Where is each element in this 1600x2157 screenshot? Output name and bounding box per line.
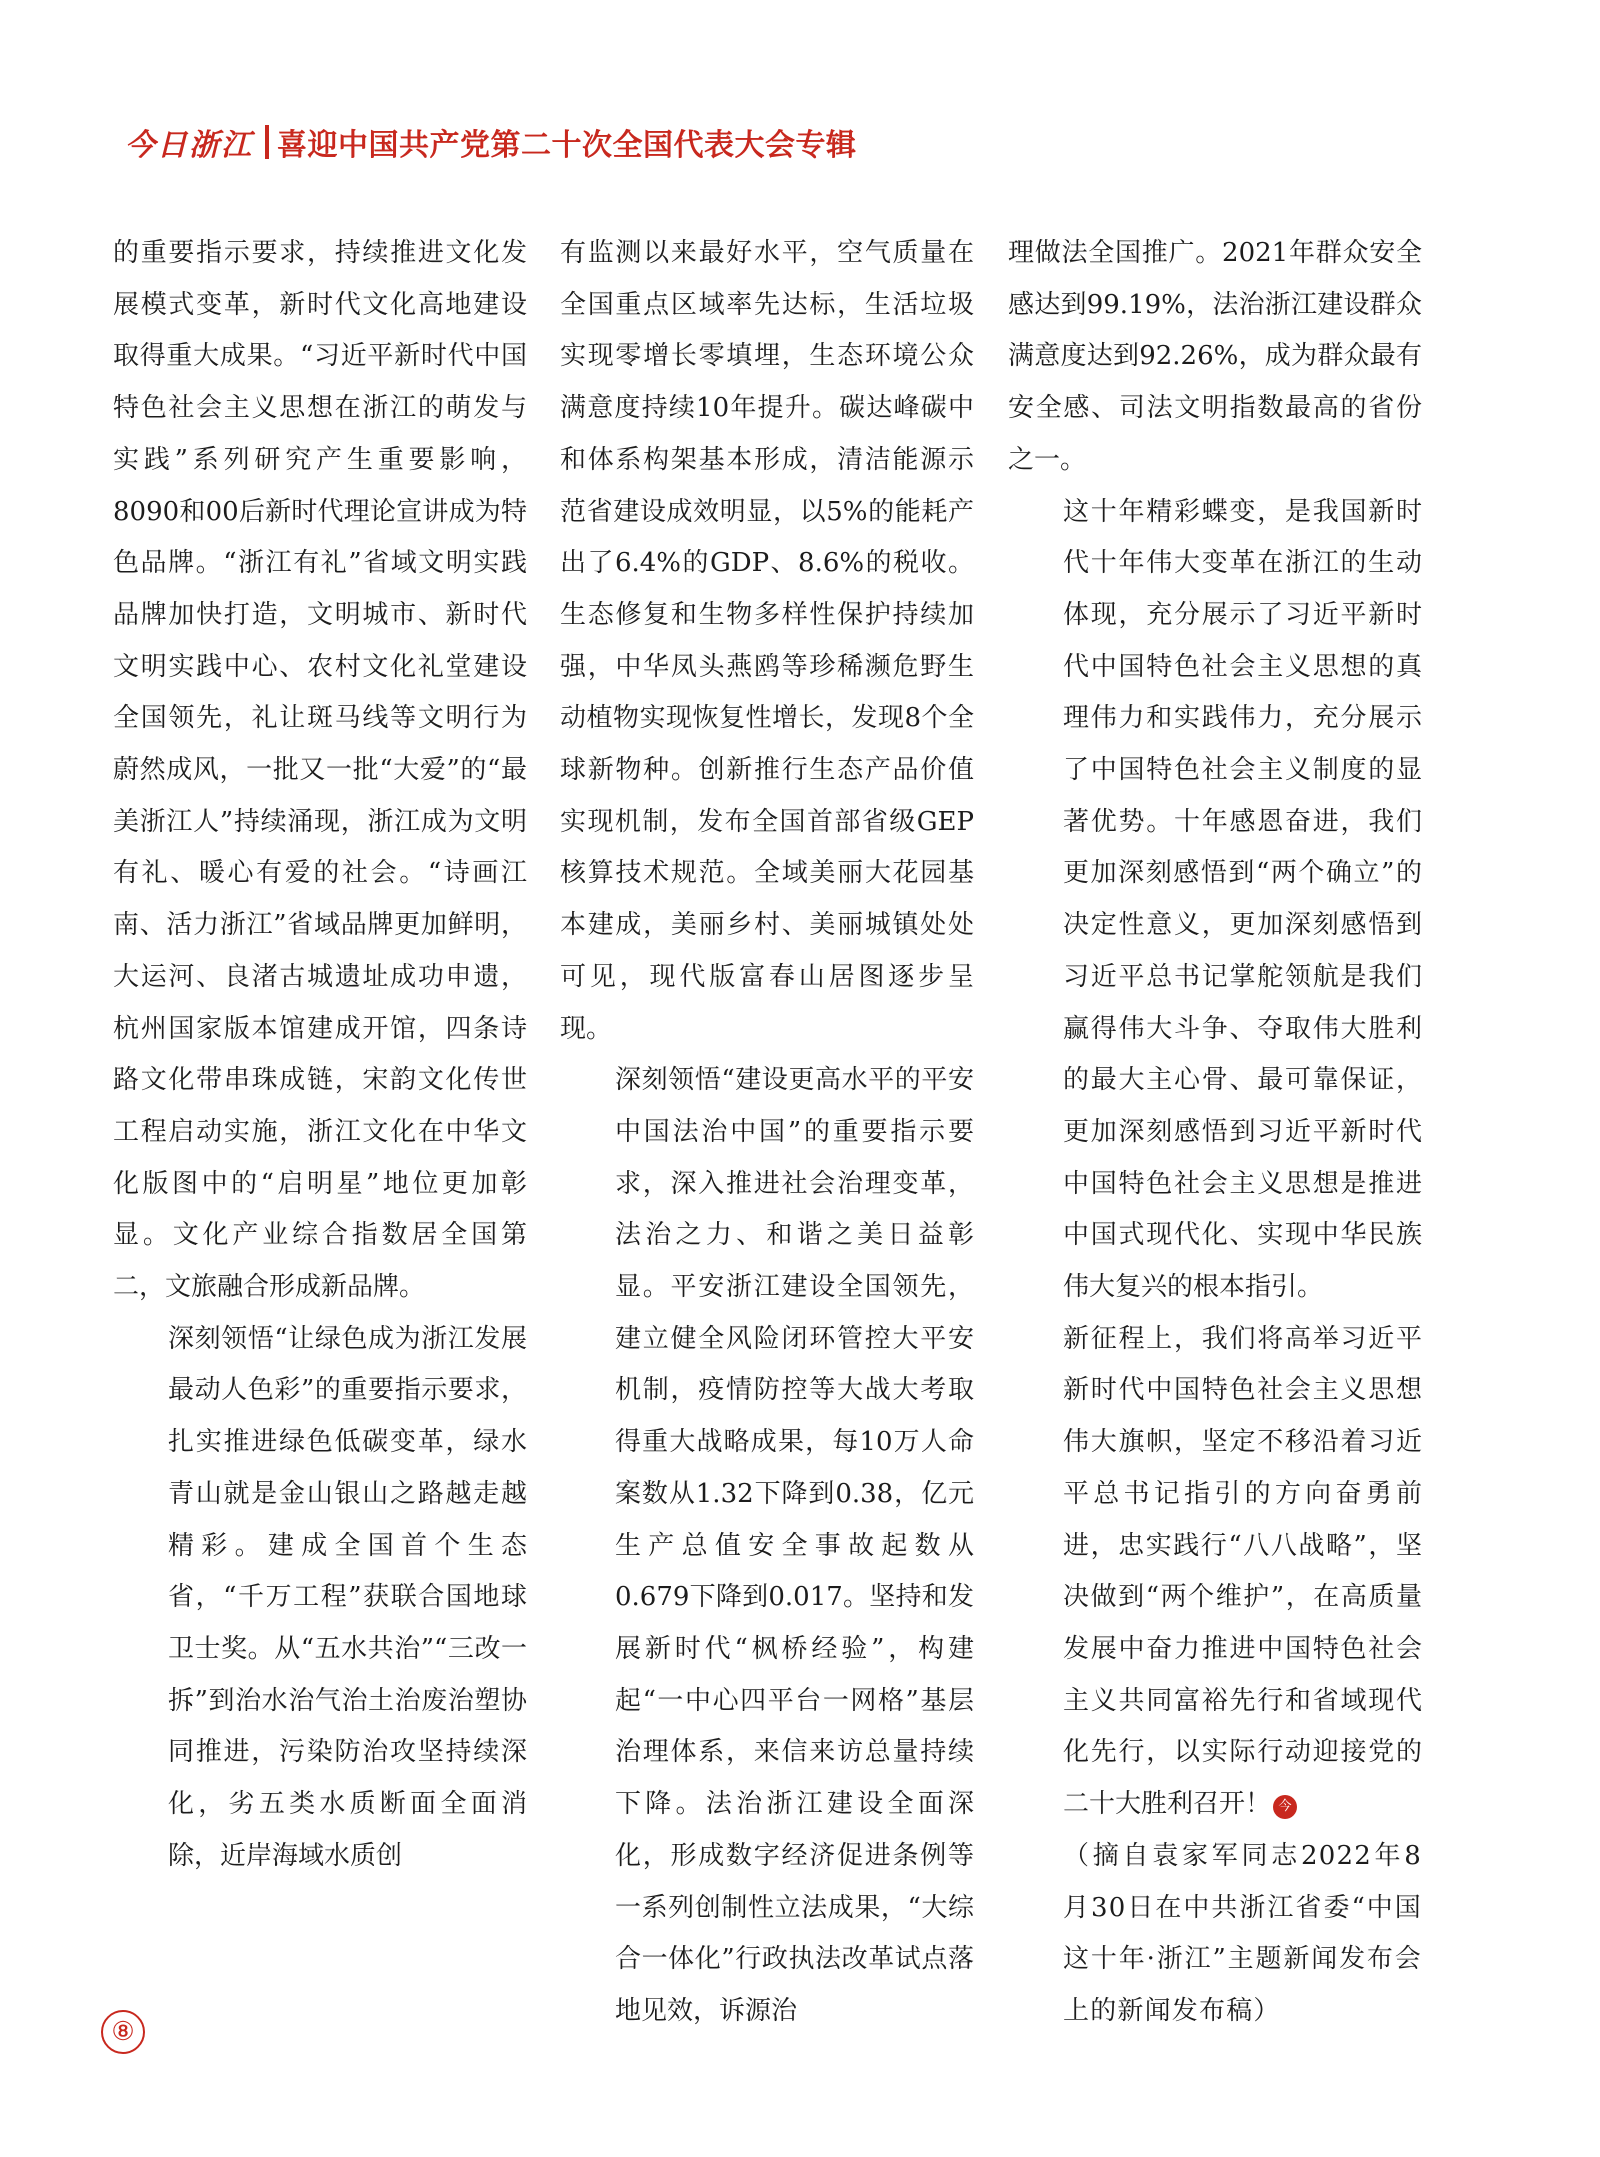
- body-text: 新征程上，我们将高举习近平新时代中国特色社会主义思想伟大旗帜，坚定不移沿着习近平总书记指引的方向奋勇前进，忠实践行“八八战略”，坚决做到“两个维护”，在高质量发展中奋力推进中国特色社会主义共同富裕先行和省域现代化先行，以实际行动迎接党的二十大胜利召开！: [1063, 1323, 1422, 1820]
- body-text: 建成全国首个生态省，“千万工程”获联合国地球卫士奖。从“五水共治”“三改一拆”到治水治气治土治废治塑协同推进，污染防治攻坚持续深化，劣五类水质断面全面消除，近岸海域水质创: [168, 1530, 527, 1871]
- text-column-2: [560, 228, 974, 2038]
- paragraph: 的重要指示要求，持续推进文化发展模式变革，新时代文化高地建设取得重大成果。“习近平新时代中国特色社会主义思想在浙江的萌发与实践”系列研究产生重要影响，8090和00后新时代理论宣讲成为特色品牌。“浙江有礼”省域文明实践品牌加快打造，文明城市、新时代文明实践中心、农村文化礼堂建设全国领先，礼让斑马线等文明行为蔚然成风，一批又一批“大爱”的“最美浙江人”持续涌现，浙江成为文明有礼、暖心有爱的社会。“诗画江南、活力浙江”省域品牌更加鲜明，大运河、良渚古城遗址成功申遗，杭州国家版本馆建成开馆，四条诗路文化带串珠成链，宋韵文化传世工程启动实施，浙江文化在中华文化版图中的“启明星”地位更加彰显。文化产业综合指数居全国第二，文旅融合形成新品牌。: [113, 238, 527, 1303]
- source-note: （摘自袁家军同志2022年8月30日在中共浙江省委“中国这十年·浙江”主题新闻发布会上的新闻发布稿）: [1063, 1840, 1422, 2026]
- paragraph: 有监测以来最好水平，空气质量在全国重点区域率先达标，生活垃圾实现零增长零填埋，生态环境公众满意度持续10年提升。碳达峰碳中和体系构架基本形成，清洁能源示范省建设成效明显，以5%的能耗产出了6.4%的GDP、8.6%的税收。生态修复和生物多样性保护持续加强，中华凤头燕鸥等珍稀濒危野生动植物实现恢复性增长，发现8个全球新物种。创新推行生态产品价值实现机制，发布全国首部省级GEP核算技术规范。全域美丽大花园基本建成，美丽乡村、美丽城镇处处可见，现代版富春山居图逐步呈现。: [560, 238, 974, 1044]
- lead-sentence: 深刻领悟“让绿色成为浙江发展最动人色彩”的重要指示要求，扎实推进绿色低碳变革，绿水青山就是金山银山之路越走越精彩。: [168, 1323, 527, 1561]
- header-divider: [265, 125, 269, 159]
- body-text: 平安浙江建设全国领先，建立健全风险闭环管控大平安机制，疫情防控等大战大考取得重大战略成果，每10万人命案数从1.32下降到0.38，亿元生产总值安全事故起数从0.679下降到0.017。坚持和发展新时代“枫桥经验”，构建起“一中心四平台一网格”基层治理体系，来信来访总量持续下降。法治浙江建设全面深化，形成数字经济促进条例等一系列创制性立法成果，“大综合一体化”行政执法改革试点落地见效，诉源治: [615, 1272, 974, 2026]
- text-column-3: [1008, 228, 1422, 2038]
- paragraph: 这十年精彩蝶变，是我国新时代十年伟大变革在浙江的生动体现，充分展示了习近平新时代中国特色社会主义思想的真理伟力和实践伟力，充分展示了中国特色社会主义制度的显著优势。十年感恩奋进，我们更加深刻感悟到“两个确立”的决定性意义，更加深刻感悟到习近平总书记掌舵领航是我们赢得伟大斗争、夺取伟大胜利的最大主心骨、最可靠保证，更加深刻感悟到习近平新时代中国特色社会主义思想是推进中国式现代化、实现中华民族伟大复兴的根本指引。: [1063, 496, 1422, 1303]
- page-header: [125, 118, 857, 166]
- text-column-1: [113, 228, 527, 1883]
- end-mark-icon: 今: [1273, 1795, 1297, 1819]
- lead-sentence: 深刻领悟“建设更高水平的平安中国法治中国”的重要指示要求，深入推进社会治理变革，法治之力、和谐之美日益彰显。: [615, 1065, 974, 1303]
- paragraph: 理做法全国推广。2021年群众安全感达到99.19%，法治浙江建设群众满意度达到92.26%，成为群众最有安全感、司法文明指数最高的省份之一。: [1008, 238, 1422, 475]
- paragraph: [1008, 1314, 1422, 1831]
- page-number: ⑧: [101, 2010, 145, 2054]
- paragraph: [560, 1055, 974, 2037]
- section-title: 喜迎中国共产党第二十次全国代表大会专辑: [277, 128, 857, 163]
- magazine-logo: 今日浙江: [125, 128, 253, 163]
- paragraph: [113, 1314, 527, 1883]
